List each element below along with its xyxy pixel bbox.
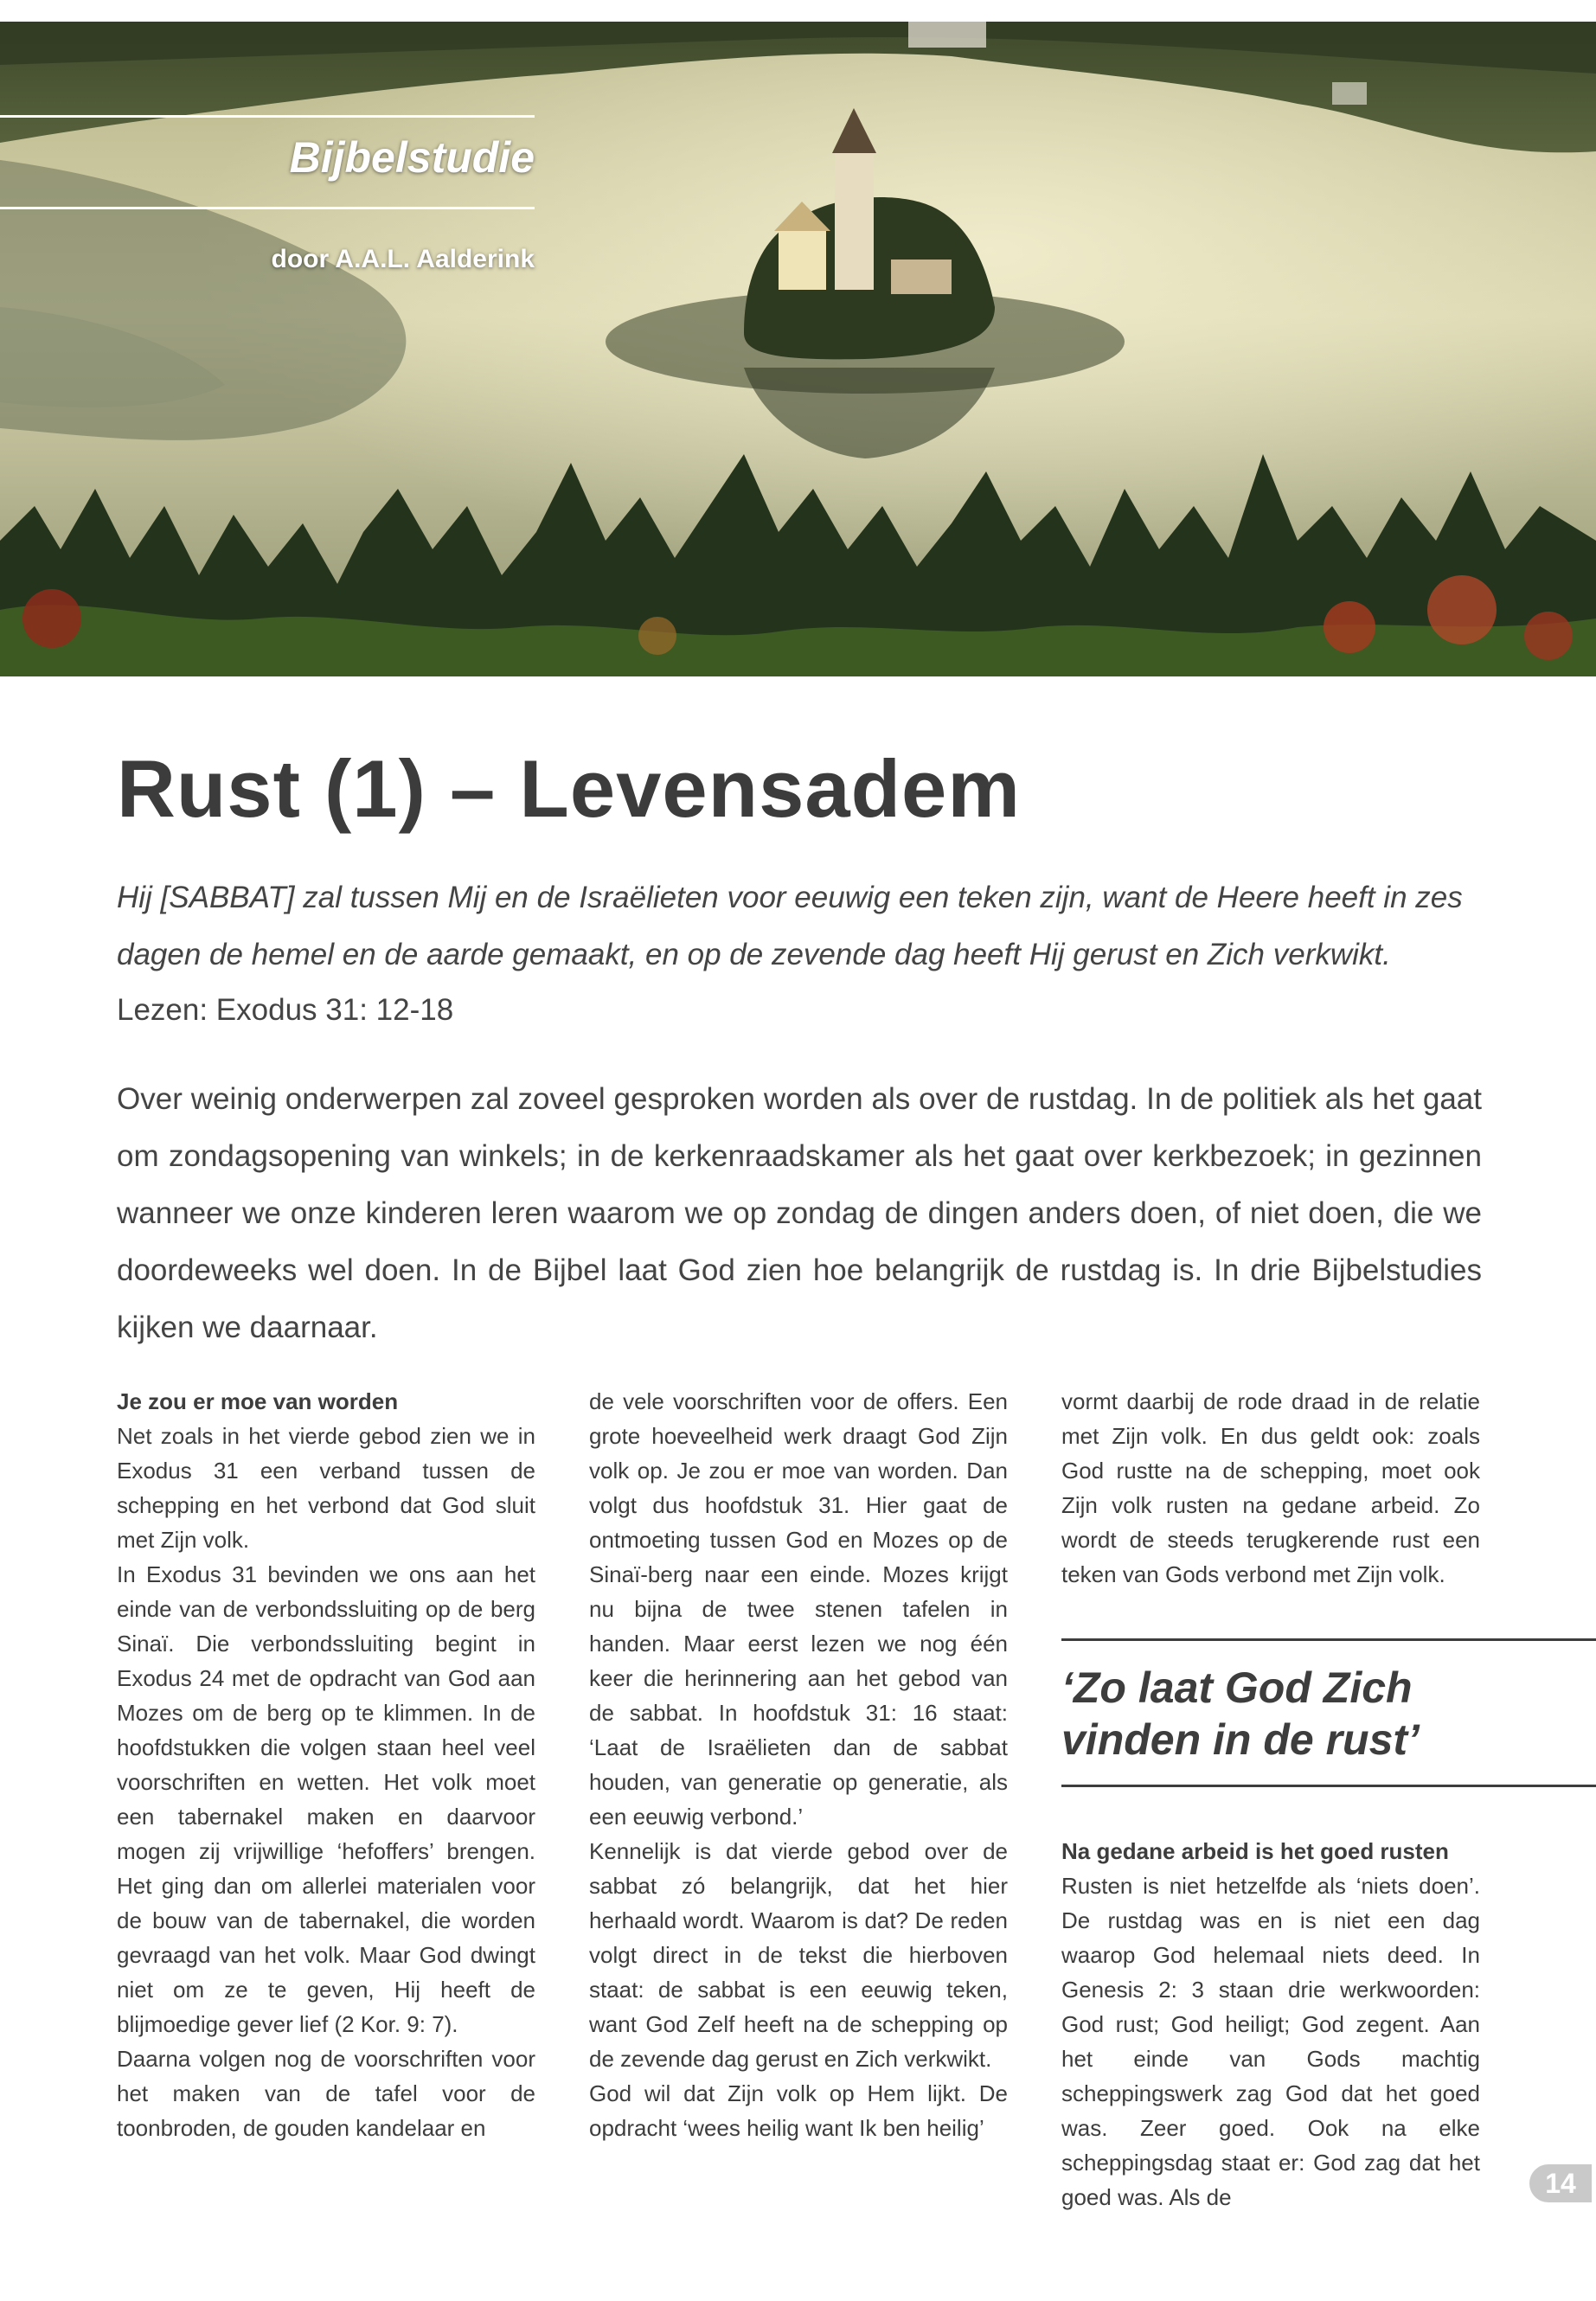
pullquote-bottom-rule xyxy=(1061,1785,1596,1787)
paragraph: In Exodus 31 bevinden we ons aan het einde van de verbondssluiting op de berg Sinaï. Die verbondssluiting begint in Exodus 24 met de opdracht van God aan Mozes om de berg op te klimmen. In de hoofdstukken die volgen staan heel veel voorschriften en wetten. Het volk moet een tabernakel maken en daarvoor mogen zij vrijwillige ‘hefoffers’ brengen. Het ging dan om allerlei materialen voor de bouw van de tabernakel, die worden gevraagd van het volk. Maar God dwingt niet om ze te geven, Hij heeft de blijmoedige gever lief (2 Kor. 9: 7). xyxy=(117,1561,535,2037)
subheading: Je zou er moe van worden xyxy=(117,1388,399,1414)
paragraph: Rusten is niet hetzelfde als ‘niets doen’. De rustdag was en is niet een dag waarop God helemaal niets deed. In Genesis 2: 3 staan drie werkwoorden: God rust; God heiligt; God zegent. Aan het einde van Gods machtig scheppingswerk zag God dat het goed was. Zeer goed. Ook na elke scheppingsdag staat er: God zag dat het goed was. Als de xyxy=(1061,1873,1480,2210)
paragraph: Daarna volgen nog de voorschriften voor het maken van de tafel voor de toonbroden, de gouden kandelaar en xyxy=(117,2046,535,2141)
page-number-badge: 14 xyxy=(1529,2164,1592,2202)
kicker-top-rule xyxy=(0,115,535,118)
lake-island-illustration xyxy=(0,22,1596,676)
pullquote-top-rule xyxy=(1061,1638,1596,1641)
column-2 xyxy=(589,1384,1008,2145)
article-title: Rust (1) – Levensadem xyxy=(117,743,1021,834)
paragraph: vormt daarbij de rode draad in de relatie met Zijn volk. En dus geldt ook: zoals God rustte na de schepping, moet ook Zijn volk rusten na gedane arbeid. Zo wordt de steeds terugkerende rust een teken van Gods verbond met Zijn volk. xyxy=(1061,1388,1480,1587)
intro-paragraph: Over weinig onderwerpen zal zoveel gesproken worden als over de rustdag. In de politiek als het gaat om zondagsopening van winkels; in de kerkenraadskamer als het gaat over kerkbezoek; in gezinnen wanneer we onze kinderen leren waarom we op zondag de dingen anders doen, of niet doen, die we doordeweeks wel doen. In de Bijbel laat God zien hoe belangrijk de rustdag is. In drie Bijbelstudies kijken we daarnaar. xyxy=(117,1082,1482,1344)
paragraph: God wil dat Zijn volk op Hem lijkt. De opdracht ‘wees heilig want Ik ben heilig’ xyxy=(589,2080,1008,2141)
pullquote: ‘Zo laat God Zich vinden in de rust’ xyxy=(1061,1663,1420,1764)
paragraph: de vele voorschriften voor de offers. Een grote hoeveelheid werk draagt God Zijn volk op. Je zou er moe van worden. Dan volgt dus hoofdstuk 31. Hier gaat de ontmoeting tussen God en Mozes op de Sinaï-berg naar een einde. Mozes krijgt nu bijna de twee stenen tafelen in handen. Maar eerst lezen we nog één keer die herinnering aan het gebod van de sabbat. In hoofdstuk 31: 16 staat: ‘Laat de Israëlieten dan de sabbat houden, van generatie op generatie, als een eeuwig verbond.’ xyxy=(589,1388,1008,1830)
scripture-quote: Hij [SABBAT] zal tussen Mij en de Israëlieten voor eeuwig een teken zijn, want de Heere heeft in zes dagen de hemel en de aarde gemaakt, en op de zevende dag heeft Hij gerust en Zich verkwikt. xyxy=(117,881,1463,971)
section-kicker: Bijbelstudie xyxy=(289,133,535,182)
subheading: Na gedane arbeid is het goed rusten xyxy=(1061,1838,1449,1864)
column-1 xyxy=(117,1384,535,2145)
paragraph: Kennelijk is dat vierde gebod over de sabbat zó belangrijk, dat het hier herhaald wordt. Waarom is dat? De reden volgt direct in de tekst die hierboven staat: de sabbat is een eeuwig teken, want God Zelf heeft na de schepping op de zevende dag gerust en Zich verkwikt. xyxy=(589,1838,1008,2072)
paragraph: Net zoals in het vierde gebod zien we in Exodus 31 een verband tussen de schepping en het verbond dat God sluit met Zijn volk. xyxy=(117,1423,535,1553)
column-3 xyxy=(1061,1384,1480,2214)
header-photo xyxy=(0,22,1596,676)
reading-reference: Lezen: Exodus 31: 12-18 xyxy=(117,993,454,1027)
author-byline: door A.A.L. Aalderink xyxy=(271,245,535,273)
kicker-bottom-rule xyxy=(0,207,535,209)
